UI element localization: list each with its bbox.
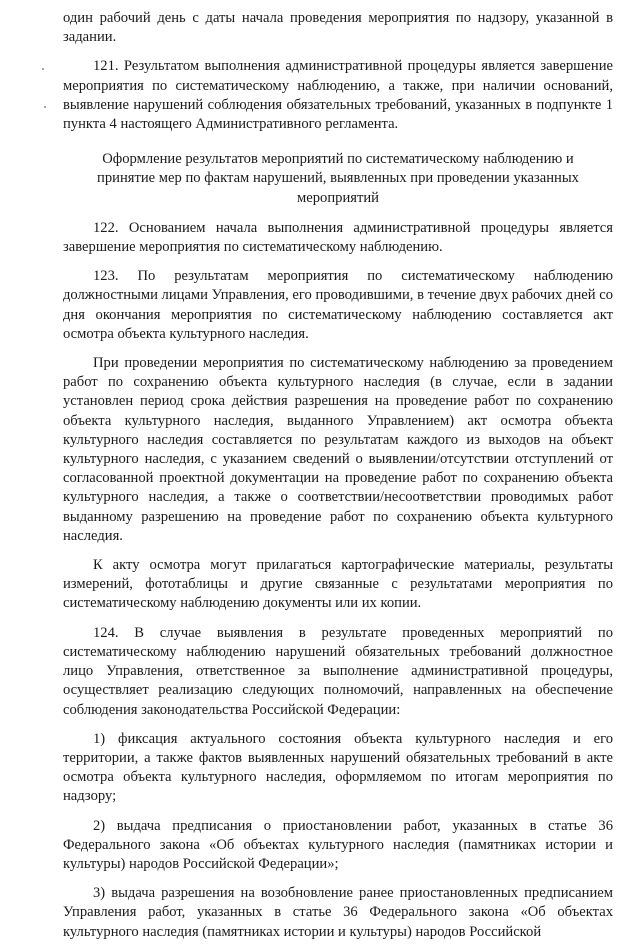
paragraph-124: 124. В случае выявления в результате проведенных мероприятий по систематическому наблюдению нарушений обязательных требований должностное лицо Управления, ответственное за выполнение административной процедуры, осуществляет реализацию следующих полномочий, направленных на обеспечение соблюдения законодательства Российской Федерации: [63, 624, 613, 718]
scan-speck [44, 106, 46, 108]
list-item-3: 3) выдача разрешения на возобновление ранее приостановленных предписанием Управления работ, указанных в статье 36 Федерального закона «Об объектах культурного наследия (памятниках истории и культуры) народов Российской [63, 885, 613, 940]
paragraph-123-inspection: При проведении мероприятия по систематическому наблюдению за проведением работ по сохранению объекта культурного наследия (в случае, если в задании установлен период срока действия разрешения на проведение работ по сохранению объекта культурного наследия, выданного Управлением) акт осмотра объекта культурного наследия составляется по результатам каждого из выходов на объект культурного наследия, с указанием сведений о выявлении/отсутствии отступлений от согласованной проектной документации на проведение работ по сохранению объекта культурного наследия, а также о соответствии/несоответствии проводимых работ выданному разрешению на проведение работ по сохранению объекта культурного наследия. [63, 355, 613, 544]
section-heading: Оформление результатов мероприятий по систематическому наблюдению и принятие мер по фактам нарушений, выявленных при проведении указанных мероприятий [97, 151, 579, 206]
paragraph-121: 121. Результатом выполнения административной процедуры является завершение мероприятия по систематическому наблюдению, а также, при наличии оснований, выявление нарушений соблюдения обязательных требований, указанных в подпункте 1 пункта 4 настоящего Административного регламента. [63, 58, 613, 133]
list-item-2: 2) выдача предписания о приостановлении работ, указанных в статье 36 Федерального закона «Об объектах культурного наследия (памятниках истории и культуры) народов Российской Федерации»; [63, 817, 613, 872]
paragraph-123: 123. По результатам мероприятия по систематическому наблюдению должностными лицами Управления, его проводившими, в течение двух рабочих дней со дня окончания мероприятия по систематическому наблюдению составляется акт осмотра объекта культурного наследия. [63, 268, 613, 342]
document-page [63, 0, 613, 952]
scan-speck [42, 68, 44, 70]
list-item-1: 1) фиксация актуального состояния объекта культурного наследия и его территории, а также фактов выявленных нарушений обязательных требований в акте осмотра объекта культурного наследия, оформляемом по итогам мероприятия по надзору; [63, 730, 613, 805]
paragraph-continuation: один рабочий день с даты начала проведения мероприятия по надзору, указанной в задании. [63, 10, 613, 46]
paragraph-123-attachments: К акту осмотра могут прилагаться картографические материалы, результаты измерений, фототаблицы и другие связанные с результатами мероприятия по систематическому наблюдению документы или их копии. [63, 557, 613, 612]
paragraph-122: 122. Основанием начала выполнения административной процедуры является завершение мероприятия по систематическому наблюдению. [63, 219, 613, 256]
